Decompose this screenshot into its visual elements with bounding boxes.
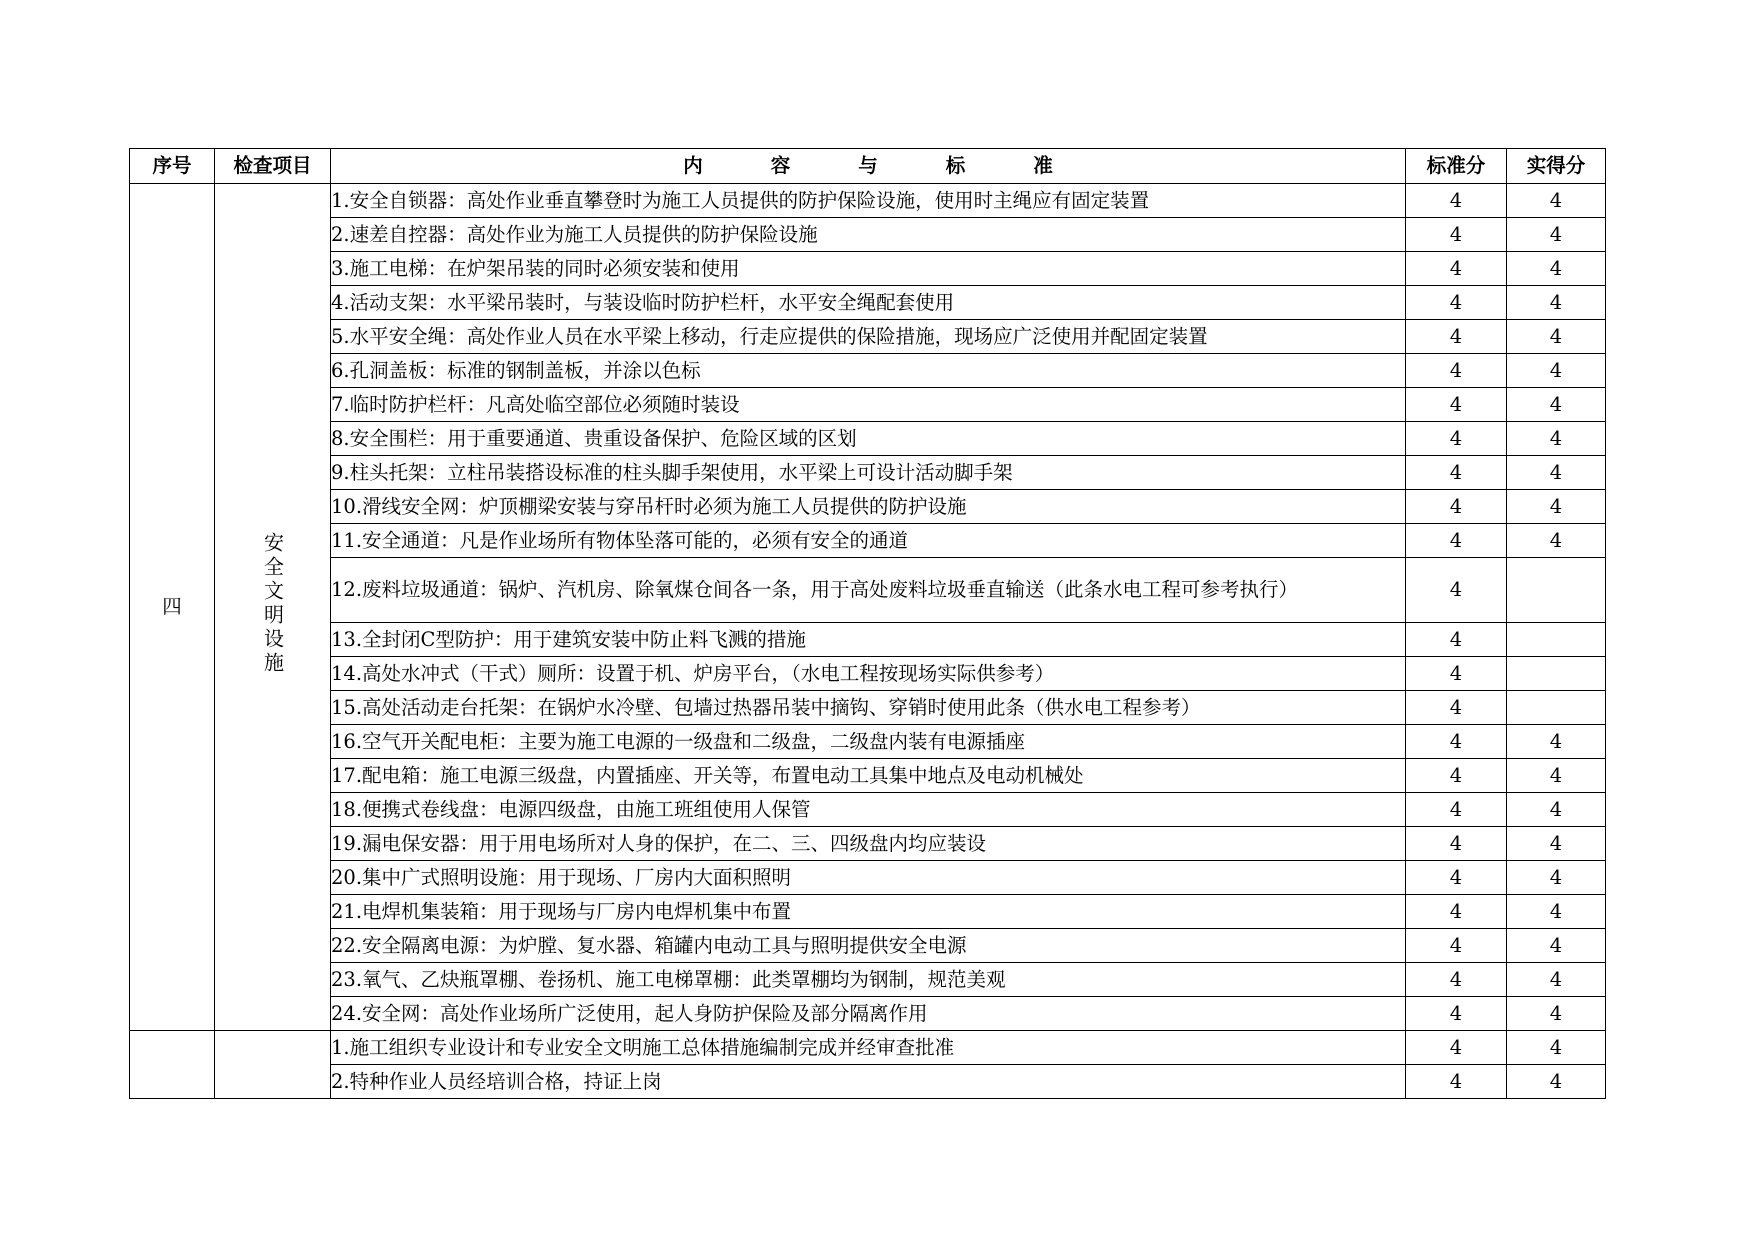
table-row — [130, 1065, 1606, 1099]
table-row — [130, 691, 1606, 725]
row-content: 12.废料垃圾通道：锅炉、汽机房、除氧煤仓间各一条，用于高处废料垃圾垂直输送（此条水电工程可参考执行） — [331, 558, 1406, 623]
row-std-score: 4 — [1406, 997, 1507, 1031]
header-content-char: 与 — [858, 154, 878, 177]
header-content-char: 内 — [683, 154, 703, 177]
row-content: 16.空气开关配电柜：主要为施工电源的一级盘和二级盘，二级盘内装有电源插座 — [331, 725, 1406, 759]
row-actual-score: 4 — [1507, 827, 1606, 861]
row-std-score: 4 — [1406, 759, 1507, 793]
table-row — [130, 456, 1606, 490]
table-row — [130, 524, 1606, 558]
row-actual-score: 4 — [1507, 1065, 1606, 1099]
row-std-score: 4 — [1406, 252, 1507, 286]
row-actual-score: 4 — [1507, 456, 1606, 490]
row-std-score: 4 — [1406, 793, 1507, 827]
row-content: 1.安全自锁器：高处作业垂直攀登时为施工人员提供的防护保险设施，使用时主绳应有固定装置 — [331, 184, 1406, 218]
table-row — [130, 963, 1606, 997]
section-seq — [130, 1031, 215, 1099]
row-std-score: 4 — [1406, 524, 1507, 558]
row-content: 22.安全隔离电源：为炉膛、复水器、箱罐内电动工具与照明提供安全电源 — [331, 929, 1406, 963]
table-body — [130, 184, 1606, 1099]
row-std-score: 4 — [1406, 218, 1507, 252]
row-std-score: 4 — [1406, 895, 1507, 929]
table-row — [130, 558, 1606, 623]
row-actual-score: 4 — [1507, 184, 1606, 218]
table-row — [130, 354, 1606, 388]
row-std-score: 4 — [1406, 354, 1507, 388]
inspection-table — [129, 148, 1606, 1099]
header-content-char: 标 — [945, 154, 966, 177]
row-content: 13.全封闭C型防护：用于建筑安装中防止料飞溅的措施 — [331, 623, 1406, 657]
row-content: 23.氧气、乙炔瓶罩棚、卷扬机、施工电梯罩棚：此类罩棚均为钢制，规范美观 — [331, 963, 1406, 997]
table-row — [130, 286, 1606, 320]
row-std-score: 4 — [1406, 963, 1507, 997]
row-content: 2.特种作业人员经培训合格，持证上岗 — [331, 1065, 1406, 1099]
table-row — [130, 490, 1606, 524]
row-content: 21.电焊机集装箱：用于现场与厂房内电焊机集中布置 — [331, 895, 1406, 929]
row-content: 7.临时防护栏杆：凡高处临空部位必须随时装设 — [331, 388, 1406, 422]
row-actual-score — [1507, 623, 1606, 657]
row-content: 9.柱头托架：立柱吊装搭设标准的柱头脚手架使用，水平梁上可设计活动脚手架 — [331, 456, 1406, 490]
row-actual-score: 4 — [1507, 422, 1606, 456]
row-content: 6.孔洞盖板：标准的钢制盖板，并涂以色标 — [331, 354, 1406, 388]
header-content-char: 准 — [1033, 154, 1053, 177]
header-row — [130, 149, 1606, 184]
table-row — [130, 388, 1606, 422]
row-content: 2.速差自控器：高处作业为施工人员提供的防护保险设施 — [331, 218, 1406, 252]
row-std-score: 4 — [1406, 490, 1507, 524]
row-actual-score: 4 — [1507, 929, 1606, 963]
section-category — [215, 1031, 331, 1099]
table-row — [130, 759, 1606, 793]
table-row — [130, 929, 1606, 963]
row-std-score: 4 — [1406, 861, 1507, 895]
section-category-label: 安全文明设施 — [260, 531, 285, 676]
row-actual-score: 4 — [1507, 320, 1606, 354]
row-content: 4.活动支架：水平梁吊装时，与装设临时防护栏杆，水平安全绳配套使用 — [331, 286, 1406, 320]
row-std-score: 4 — [1406, 286, 1507, 320]
row-content: 20.集中广式照明设施：用于现场、厂房内大面积照明 — [331, 861, 1406, 895]
row-actual-score: 4 — [1507, 252, 1606, 286]
row-std-score: 4 — [1406, 623, 1507, 657]
header-item: 检查项目 — [215, 149, 331, 184]
row-std-score: 4 — [1406, 929, 1507, 963]
table-row — [130, 997, 1606, 1031]
row-content: 24.安全网：高处作业场所广泛使用，起人身防护保险及部分隔离作用 — [331, 997, 1406, 1031]
row-actual-score: 4 — [1507, 895, 1606, 929]
row-content: 17.配电箱：施工电源三级盘，内置插座、开关等，布置电动工具集中地点及电动机械处 — [331, 759, 1406, 793]
row-content: 14.高处水冲式（干式）厕所：设置于机、炉房平台，（水电工程按现场实际供参考） — [331, 657, 1406, 691]
row-std-score: 4 — [1406, 558, 1507, 623]
table-row — [130, 218, 1606, 252]
header-content-char: 容 — [770, 154, 791, 177]
row-std-score: 4 — [1406, 422, 1507, 456]
row-actual-score — [1507, 657, 1606, 691]
header-seq: 序号 — [130, 149, 215, 184]
row-std-score: 4 — [1406, 320, 1507, 354]
row-content: 1.施工组织专业设计和专业安全文明施工总体措施编制完成并经审查批准 — [331, 1031, 1406, 1065]
row-actual-score: 4 — [1507, 793, 1606, 827]
row-std-score: 4 — [1406, 388, 1507, 422]
row-std-score: 4 — [1406, 456, 1507, 490]
row-actual-score: 4 — [1507, 218, 1606, 252]
row-actual-score — [1507, 558, 1606, 623]
table-row — [130, 252, 1606, 286]
row-actual-score: 4 — [1507, 997, 1606, 1031]
row-std-score: 4 — [1406, 691, 1507, 725]
row-std-score: 4 — [1406, 725, 1507, 759]
row-actual-score: 4 — [1507, 490, 1606, 524]
table-row — [130, 725, 1606, 759]
section-category — [215, 184, 331, 1031]
header-content — [331, 149, 1406, 184]
table-row — [130, 1031, 1606, 1065]
row-std-score: 4 — [1406, 184, 1507, 218]
row-std-score: 4 — [1406, 1031, 1507, 1065]
row-content: 11.安全通道：凡是作业场所有物体坠落可能的，必须有安全的通道 — [331, 524, 1406, 558]
table-row — [130, 657, 1606, 691]
row-actual-score: 4 — [1507, 1031, 1606, 1065]
row-std-score: 4 — [1406, 1065, 1507, 1099]
row-content: 15.高处活动走台托架：在锅炉水冷壁、包墙过热器吊装中摘钩、穿销时使用此条（供水电工程参考） — [331, 691, 1406, 725]
table-row — [130, 422, 1606, 456]
row-std-score: 4 — [1406, 657, 1507, 691]
row-actual-score: 4 — [1507, 286, 1606, 320]
row-actual-score — [1507, 691, 1606, 725]
row-content: 3.施工电梯：在炉架吊装的同时必须安装和使用 — [331, 252, 1406, 286]
row-actual-score: 4 — [1507, 524, 1606, 558]
row-actual-score: 4 — [1507, 354, 1606, 388]
header-actual-score: 实得分 — [1507, 149, 1606, 184]
section-seq: 四 — [130, 184, 215, 1031]
header-std-score: 标准分 — [1406, 149, 1507, 184]
row-content: 5.水平安全绳：高处作业人员在水平梁上移动，行走应提供的保险措施，现场应广泛使用并配固定装置 — [331, 320, 1406, 354]
row-content: 19.漏电保安器：用于用电场所对人身的保护，在二、三、四级盘内均应装设 — [331, 827, 1406, 861]
table-row — [130, 793, 1606, 827]
row-actual-score: 4 — [1507, 388, 1606, 422]
row-std-score: 4 — [1406, 827, 1507, 861]
row-actual-score: 4 — [1507, 759, 1606, 793]
row-content: 18.便携式卷线盘：电源四级盘，由施工班组使用人保管 — [331, 793, 1406, 827]
row-actual-score: 4 — [1507, 861, 1606, 895]
row-actual-score: 4 — [1507, 725, 1606, 759]
table-row — [130, 184, 1606, 218]
table-row — [130, 623, 1606, 657]
table-row — [130, 320, 1606, 354]
row-actual-score: 4 — [1507, 963, 1606, 997]
row-content: 10.滑线安全网：炉顶棚梁安装与穿吊杆时必须为施工人员提供的防护设施 — [331, 490, 1406, 524]
table-row — [130, 861, 1606, 895]
table-row — [130, 895, 1606, 929]
table-row — [130, 827, 1606, 861]
row-content: 8.安全围栏：用于重要通道、贵重设备保护、危险区域的区划 — [331, 422, 1406, 456]
